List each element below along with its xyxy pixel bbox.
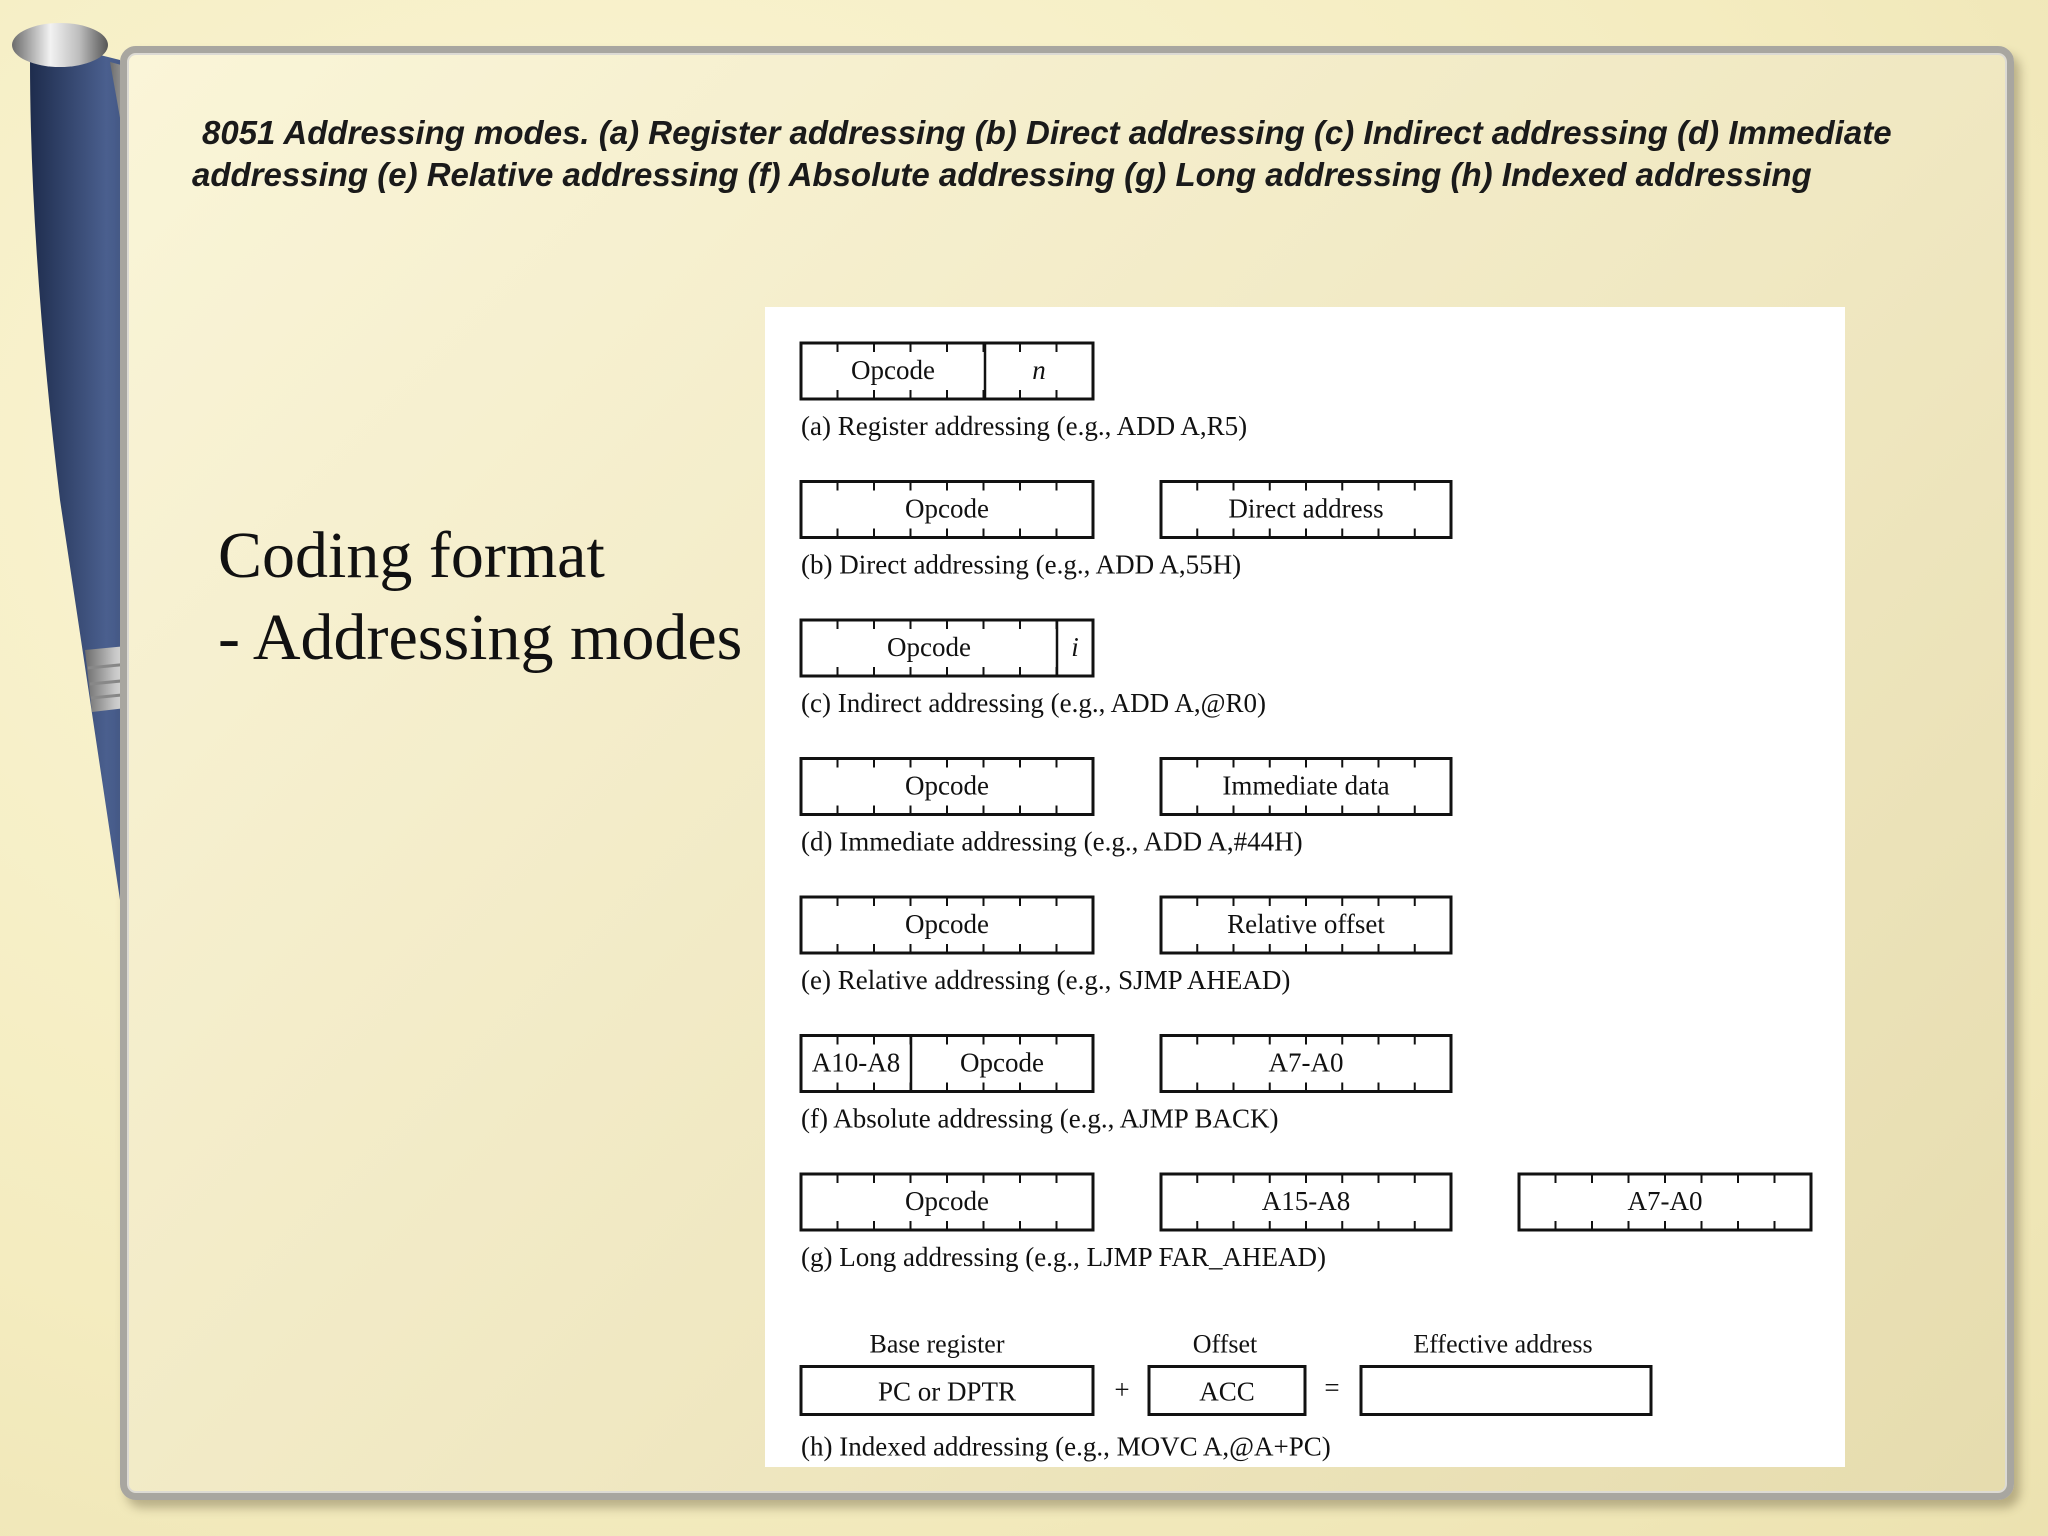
caption-line-2: addressing (e) Relative addressing (f) Absolute addressing (g) Long addressing (h) Indexed addressing	[192, 156, 1812, 193]
indexed-offset-header: Offset	[1192, 1329, 1258, 1359]
addressing-modes-figure	[765, 307, 1845, 1467]
row-c-caption: (c) Indirect addressing (e.g., ADD A,@R0)	[801, 688, 1266, 718]
row-g-caption: (g) Long addressing (e.g., LJMP FAR_AHEAD)	[801, 1242, 1326, 1272]
row-b-field-label: Direct address	[1228, 493, 1384, 524]
title-line-1: Coding format	[218, 519, 605, 592]
row-a-field-label: Opcode	[851, 355, 935, 385]
slide-caption	[192, 112, 1992, 196]
row-c-field-label: Opcode	[887, 632, 971, 662]
row-g-field-label: Opcode	[905, 1186, 989, 1216]
indexed-plus: +	[1114, 1374, 1130, 1405]
row-f-caption: (f) Absolute addressing (e.g., AJMP BACK)	[801, 1103, 1279, 1134]
slide-title	[218, 515, 742, 679]
row-d-field-label: Opcode	[905, 770, 989, 801]
row-a-field-label: n	[1032, 355, 1046, 385]
row-b-caption: (b) Direct addressing (e.g., ADD A,55H)	[801, 549, 1242, 580]
indexed-effective-header: Effective address	[1413, 1329, 1593, 1359]
row-f-field-label: A10-A8	[811, 1047, 901, 1078]
row-e-field-label: Relative offset	[1227, 909, 1385, 939]
row-b-field-label: Opcode	[905, 493, 989, 524]
row-e-caption: (e) Relative addressing (e.g., SJMP AHEAD)	[801, 965, 1291, 995]
row-a-caption: (a) Register addressing (e.g., ADD A,R5)	[801, 411, 1248, 441]
title-line-2: - Addressing modes	[218, 601, 743, 674]
indexed-caption: (h) Indexed addressing (e.g., MOVC A,@A+PC)	[801, 1431, 1331, 1462]
row-g-field-label: A7-A0	[1627, 1186, 1703, 1216]
indexed-equals: =	[1324, 1372, 1340, 1403]
row-e-field-label: Opcode	[905, 909, 989, 939]
row-d-caption: (d) Immediate addressing (e.g., ADD A,#44H)	[801, 826, 1303, 857]
row-g-field-label: A15-A8	[1261, 1186, 1351, 1216]
indexed-effective-box	[1361, 1367, 1651, 1415]
row-f-field-label: Opcode	[960, 1047, 1044, 1078]
caption-line-1: 8051 Addressing modes. (a) Register addressing (b) Direct addressing (c) Indirect addressing (d) Immediate	[202, 114, 1892, 151]
indexed-base-header: Base register	[869, 1329, 1005, 1359]
row-c-field-label: i	[1071, 632, 1079, 662]
addressing-modes-diagram	[765, 307, 1845, 1467]
row-f-field-label: A7-A0	[1268, 1047, 1344, 1078]
indexed-base-value: PC or DPTR	[877, 1376, 1017, 1407]
indexed-offset-value: ACC	[1199, 1376, 1255, 1407]
row-d-field-label: Immediate data	[1222, 770, 1390, 801]
